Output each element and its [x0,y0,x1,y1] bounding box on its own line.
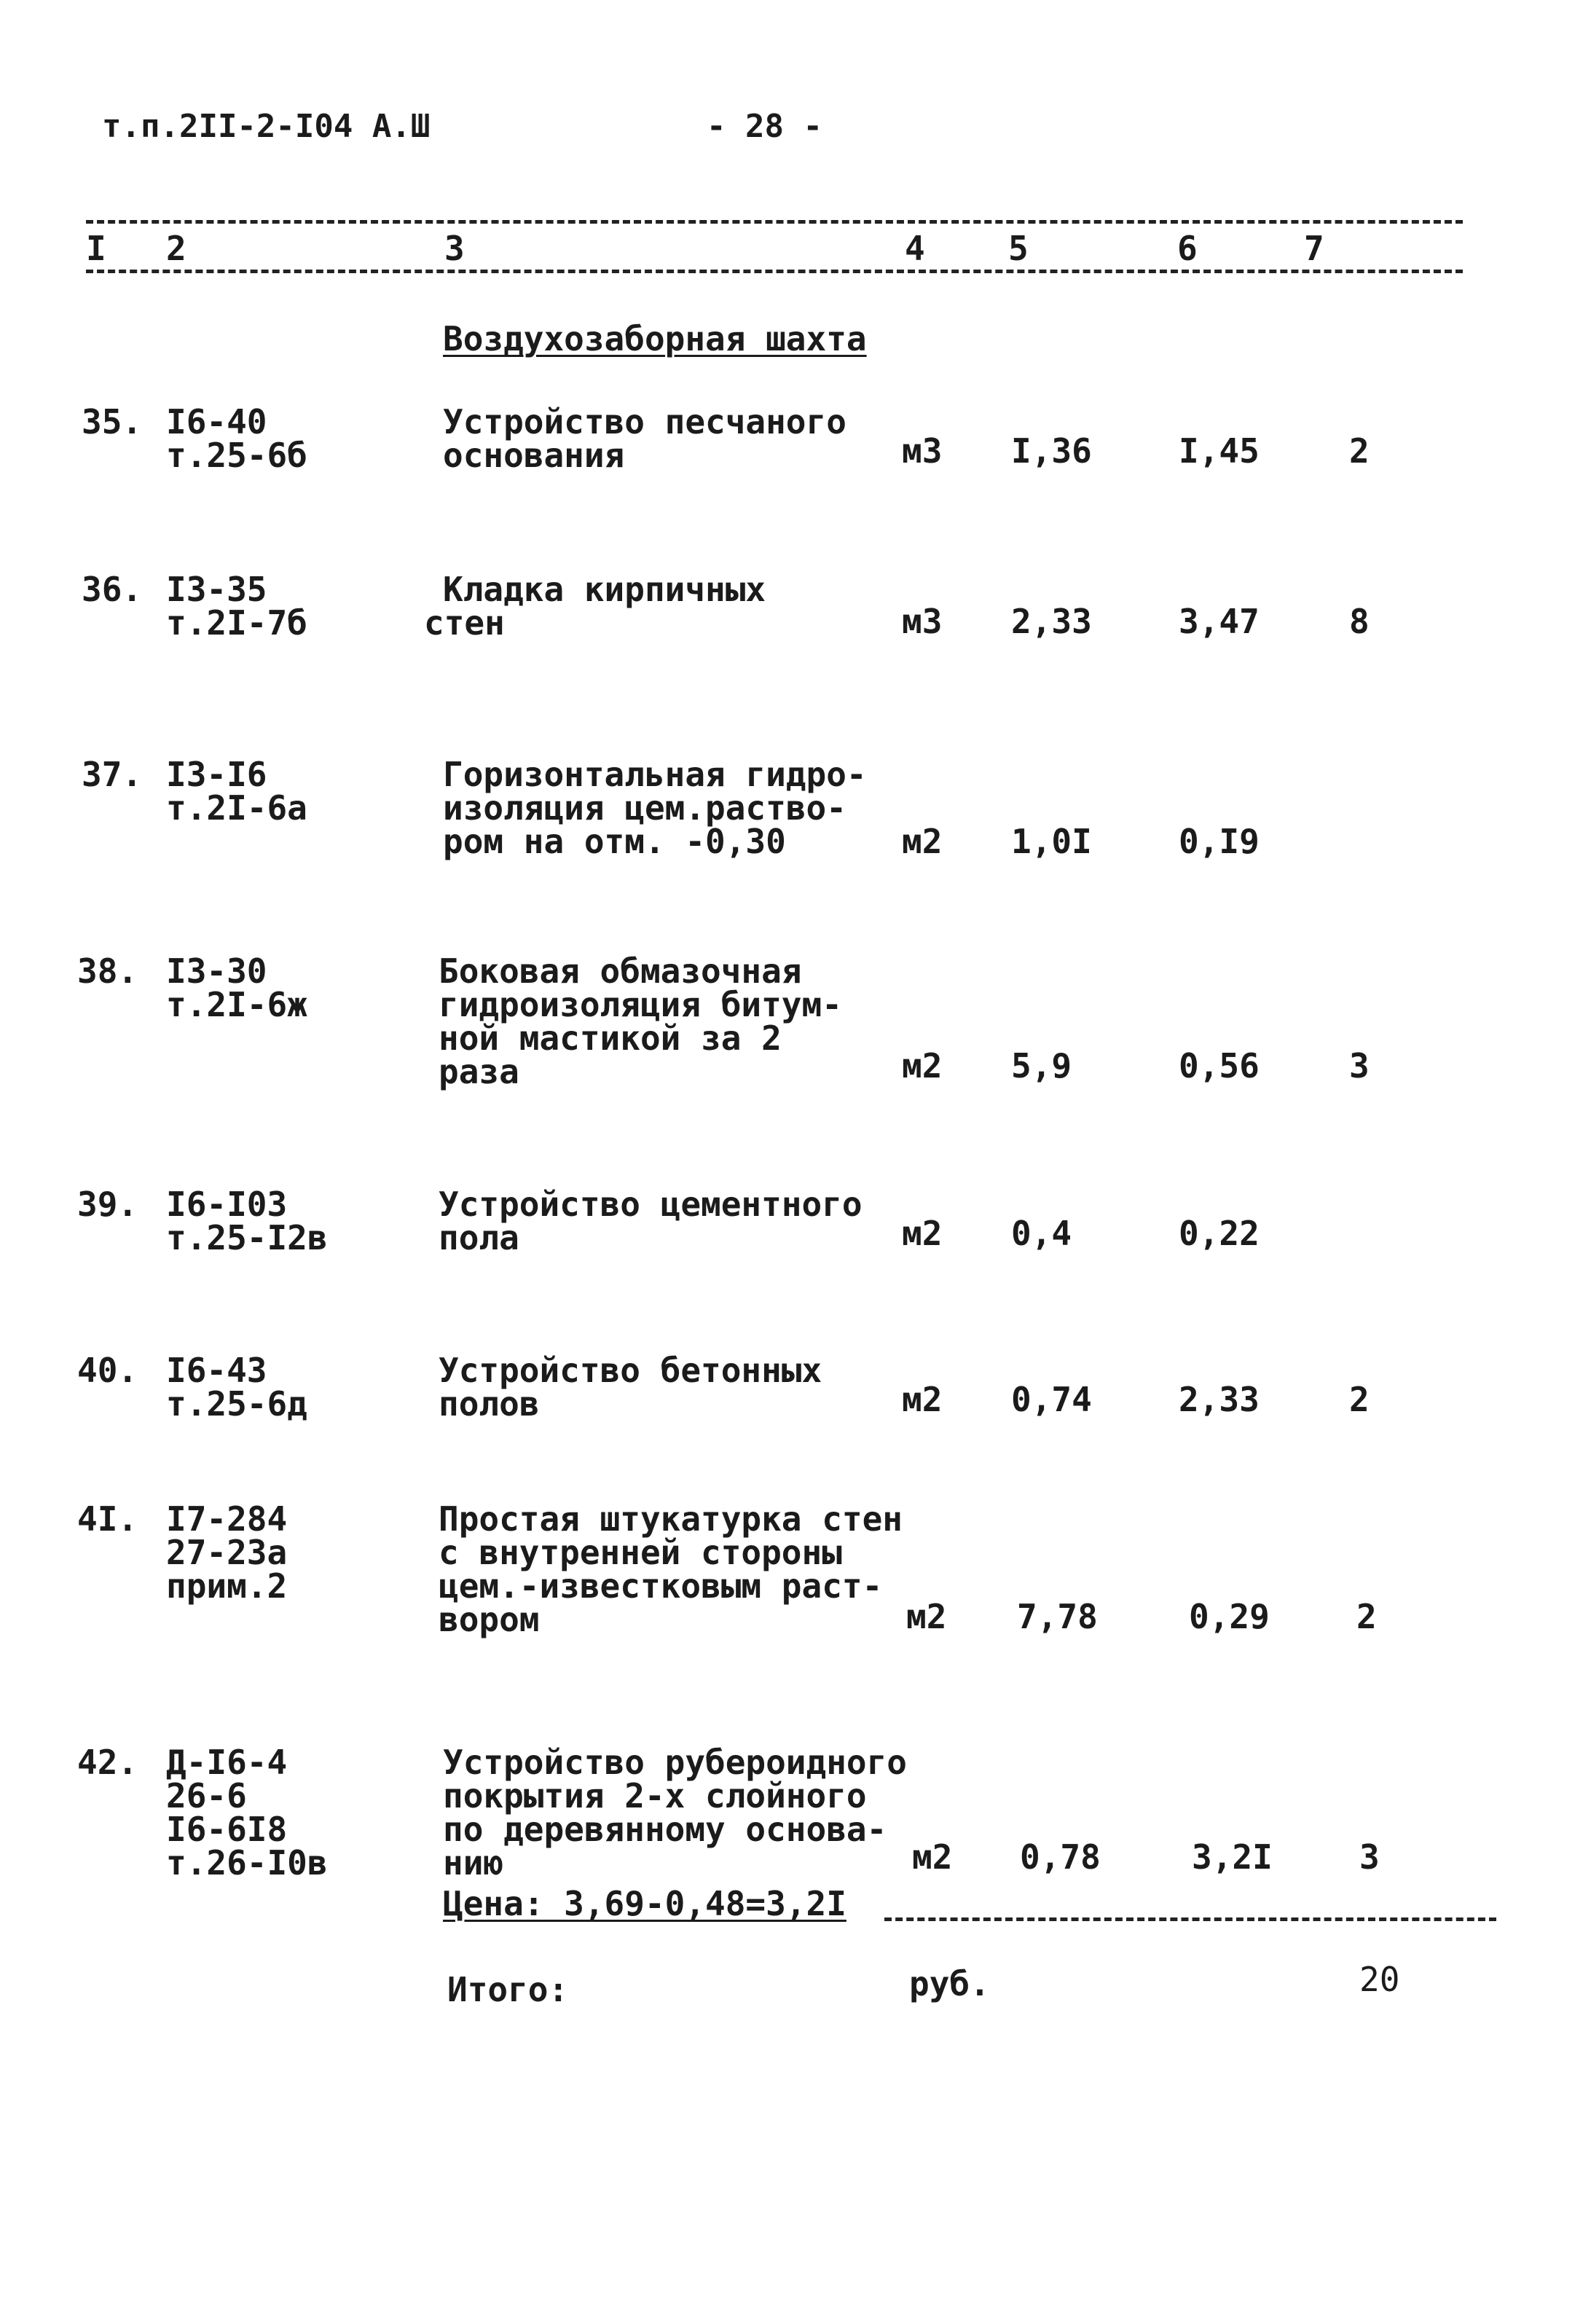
row-value-col5: 1,0I [1011,822,1092,861]
row-code-line: I6-I03 [166,1185,288,1224]
row-description-line: вором [439,1600,540,1639]
row-code-line: I3-30 [166,951,267,991]
row-description-line: ной мастикой за 2 [439,1018,782,1058]
row-description-line: стен [424,603,505,643]
row-unit: м3 [902,602,943,641]
row-value-col5: 0,78 [1020,1837,1101,1877]
row-number: 40. [77,1351,138,1390]
row-description-line: нию [443,1843,504,1883]
row-code-line: т.25-6д [166,1384,307,1424]
row-description-line: изоляция цем.раство- [443,788,846,828]
row-code-line: Д-I6-4 [166,1743,288,1782]
row-unit: м2 [902,1046,943,1086]
row-description-line: гидроизоляция битум- [439,985,842,1024]
column-number-3: 3 [444,229,465,268]
row-number: 42. [77,1743,138,1782]
row-number: 4I. [77,1499,138,1539]
row-description-line: Устройство цементного [439,1185,863,1224]
row-unit: м3 [902,431,943,471]
row-code-line: т.25-6б [166,436,307,475]
total-separator-rule [884,1917,1496,1921]
column-number-4: 4 [905,229,925,268]
row-value-col5: 2,33 [1011,602,1092,641]
row-number: 35. [82,402,143,441]
row-code-line: I6-43 [166,1351,267,1390]
total-value: 20 [1359,1960,1400,1999]
row-description-line: Устройство песчаного [443,402,846,441]
header-bottom-rule [86,270,1463,273]
row-value-col6: 3,47 [1179,602,1260,641]
row-description-line: Горизонтальная гидро- [443,755,867,794]
row-code-line: I6-6I8 [166,1810,288,1849]
column-number-2: 2 [166,229,186,268]
row-value-col6: 0,22 [1179,1214,1260,1253]
row-code-line: т.2I-6ж [166,985,307,1024]
row-description-line: пола [439,1218,519,1257]
row-number: 36. [82,570,143,609]
total-unit: руб. [909,1964,990,2003]
row-value-col6: 0,56 [1179,1046,1260,1086]
column-number-1: I [86,229,106,268]
row-value-col7: 2 [1356,1597,1377,1636]
row-value-col6: 0,29 [1189,1597,1270,1636]
row-value-col7: 8 [1349,602,1370,641]
row-code-line: 27-23а [166,1533,288,1572]
row-code-line: I3-I6 [166,755,267,794]
column-number-7: 7 [1304,229,1324,268]
row-code-line: т.2I-6а [166,788,307,828]
row-value-col5: 7,78 [1017,1597,1098,1636]
row-value-col5: I,36 [1011,431,1092,471]
row-number: 39. [77,1185,138,1224]
row-number: 38. [77,951,138,991]
row-description-line: с внутренней стороны [439,1533,842,1572]
row-value-col7: 3 [1349,1046,1370,1086]
section-title: Воздухозаборная шахта [443,319,867,358]
row-value-col6: 3,2I [1192,1837,1273,1877]
row-description-line: Кладка кирпичных [443,570,766,609]
row-value-col7: 3 [1359,1837,1380,1877]
page-number: - 28 - [707,108,822,145]
row-description-line: цем.-известковым раст- [439,1566,883,1606]
header-top-rule [86,220,1463,224]
row-unit: м2 [912,1837,953,1877]
row-unit: м2 [906,1597,947,1636]
row-code-line: т.25-I2в [166,1218,328,1257]
row-description-line: Боковая обмазочная [439,951,802,991]
row-description-line: Устройство рубероидного [443,1743,907,1782]
row-description-line: раза [439,1052,519,1091]
row-value-col6: I,45 [1179,431,1260,471]
row-code-line: прим.2 [166,1566,288,1606]
row-description-line: основания [443,436,625,475]
row-code-line: I3-35 [166,570,267,609]
document-reference: т.п.2II-2-I04 А.Ш [102,108,431,145]
row-unit: м2 [902,822,943,861]
row-value-col5: 0,4 [1011,1214,1072,1253]
row-code-line: 26-6 [166,1776,247,1815]
row-description-line: ром на отм. -0,30 [443,822,786,861]
row-code-line: I7-284 [166,1499,288,1539]
row-code-line: I6-40 [166,402,267,441]
row-value-col7: 2 [1349,1380,1370,1419]
row-value-col5: 5,9 [1011,1046,1072,1086]
row-number: 37. [82,755,143,794]
row-value-col6: 0,I9 [1179,822,1260,861]
row-value-col5: 0,74 [1011,1380,1092,1419]
column-number-6: 6 [1177,229,1198,268]
row-description-line: Устройство бетонных [439,1351,822,1390]
row-description-line: покрытия 2-х слойного [443,1776,867,1815]
price-note: Цена: 3,69-0,48=3,2I [443,1884,846,1923]
row-description-line: по деревянному основа- [443,1810,887,1849]
row-value-col6: 2,33 [1179,1380,1260,1419]
row-unit: м2 [902,1214,943,1253]
row-unit: м2 [902,1380,943,1419]
row-code-line: т.26-I0в [166,1843,328,1883]
row-description-line: полов [439,1384,540,1424]
row-code-line: т.2I-7б [166,603,307,643]
total-label: Итого: [447,1970,569,2009]
row-description-line: Простая штукатурка стен [439,1499,903,1539]
row-value-col7: 2 [1349,431,1370,471]
column-number-5: 5 [1008,229,1029,268]
